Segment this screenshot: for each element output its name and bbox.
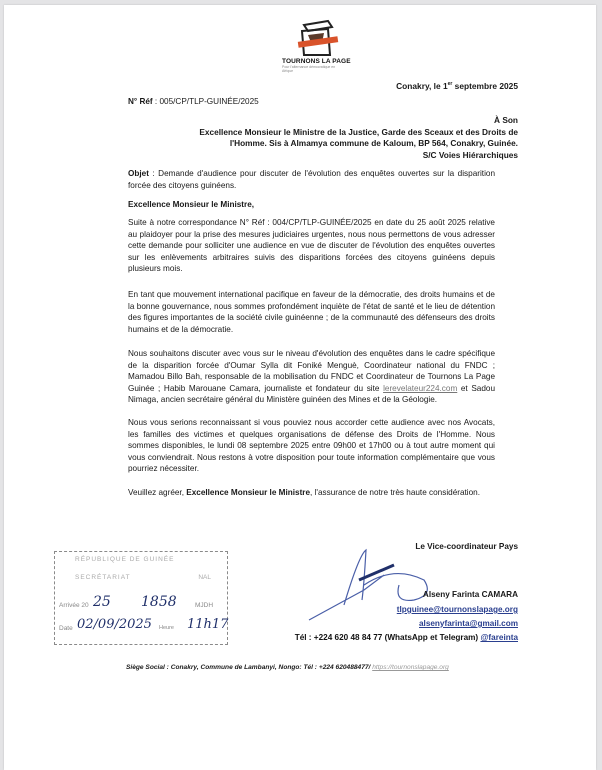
recipient-line: l'Homme. Sis à Almamya commune de Kaloum, BP 564, Conakry, Guinée.: [229, 138, 518, 148]
phone-text: Tél : +224 620 48 84 77 (WhatsApp et Telegram): [294, 633, 481, 642]
reference-number: [128, 97, 259, 106]
paragraph-4: Nous vous serions reconnaissant si vous pouviez nous accorder cette audience avec nos Avocats, les familles des victimes et quelques organisations de défense des Droits de l'Homme. Nous sommes disponibles, le lundi 08 septembre 2025 entre 09h00 et 17h00 ou à tout autre moment qui vous conviendrait. Nous restons à votre disposition pour toute information complémentaire que vous pourriez nécessiter.: [128, 418, 495, 474]
closing-text: Veuillez agréer,: [128, 488, 187, 497]
ref-label: N° Réf: [128, 97, 153, 106]
salutation: Excellence Monsieur le Ministre,: [128, 200, 255, 209]
stamp-number: 1858: [141, 594, 177, 610]
p3-text: Nous souhaitons discuter avec vous sur le niveau d'évolution des enquêtes dans le cadre spécifique de la disparition forcée d'Oumar Sylla dit Foniké Menguè, Coordinateur national du FNDC ; Mamadou Billo Bah, responsable de la mobilisation du FNDC et Coordinateur de Tournons La Page Guinée ; Habib Marouane Camara, journaliste et fondateur du site: [128, 349, 495, 393]
site-link[interactable]: lerevelateur224.com: [383, 383, 458, 393]
org-name: TOURNONS LA PAGE: [282, 58, 351, 65]
stamp-line: SECRÉTARIAT: [75, 574, 131, 581]
stamp-hour: 11h17: [187, 617, 229, 632]
p3-text-end: et Sadou Nimaga, ancien secrétaire général du Ministère guinéen des Mines et de la Géologie.: [128, 383, 495, 405]
stamp-date: 02/09/2025: [77, 617, 152, 632]
footer-url-link[interactable]: https://tournonslapage.org: [372, 664, 449, 671]
recipient-line: À Son: [494, 115, 518, 125]
org-tagline: Pour l'alternance démocratique en Afrique: [282, 65, 336, 73]
stamp-hour-label: Heure: [159, 625, 174, 631]
closing-bold: Excellence Monsieur le Ministre: [186, 488, 311, 497]
recipient-block: [118, 115, 518, 161]
paragraph-3: [128, 348, 495, 406]
closing-text-end: , l'assurance de notre très haute considération.: [310, 488, 481, 497]
paragraph-2: En tant que mouvement international pacifique en faveur de la démocratie, des droits humains et de la bonne gouvernance, nous sommes profondément inquiète de l'état de santé et le lieu de détention des figures importantes de la société civile guinéenne ; de la communauté des défenseurs des droits humains et de la démocratie.: [128, 290, 495, 334]
email-link-org[interactable]: tlpguinee@tournonslapage.org: [396, 605, 518, 614]
footer-text: Siège Social : Conakry, Commune de Lambanyi, Nongo: Tél : +224 620488477/: [126, 664, 373, 671]
signatory-name: Alseny Farinta CAMARA: [422, 590, 518, 599]
closing-paragraph: [128, 487, 495, 499]
signatory-phone: [295, 633, 518, 642]
object-text: : Demande d'audience pour discuter de l'évolution des enquêtes ouvertes sur la disparition forcée des citoyens guinéens.: [128, 169, 495, 190]
social-handle-link[interactable]: @fareinta: [480, 633, 518, 642]
stamp-date-label: Date: [59, 625, 73, 632]
recipient-line: S/C Voies Hiérarchiques: [422, 149, 518, 160]
paragraph-1: Suite à notre correspondance N° Réf : 004/CP/TLP-GUINÉE/2025 en date du 25 août 2025 relative au plaidoyer pour la prise des mesures judiciaires urgentes, nous nous permettons de vous adresser cette demande pour solliciter une audience en vue de discuter de l'évolution des enquêtes ouvertes sur les enlèvements arbitraires suivis des disparitions forcées des citoyens guinéens depuis plusieurs mois.: [128, 218, 495, 274]
letter-page: [4, 5, 596, 770]
footer-address: [126, 664, 449, 671]
signatory-title: Le Vice-coordinateur Pays: [415, 542, 518, 551]
stamp-line: NAL: [198, 574, 211, 581]
ref-value: : 005/CP/TLP-GUINÉE/2025: [152, 97, 259, 106]
stamp-arrival-label: Arrivée 20: [59, 602, 89, 609]
email-link-personal[interactable]: alsenyfarinta@gmail.com: [419, 619, 518, 628]
object-line: [128, 168, 495, 191]
date-suffix: septembre 2025: [452, 81, 518, 91]
date-sup: er: [447, 81, 453, 88]
object-label: Objet: [128, 169, 149, 178]
letterhead-logo: [282, 17, 352, 73]
stamp-arrival-year: 25: [93, 594, 111, 610]
ballot-box-icon: [294, 17, 340, 57]
stamp-line: RÉPUBLIQUE DE GUINÉE: [75, 556, 175, 563]
reception-stamp: [54, 551, 228, 645]
letter-date: [396, 81, 518, 91]
recipient-line: Excellence Monsieur le Ministre de la Justice, Garde des Sceaux et des Droits de: [199, 126, 518, 137]
stamp-office: MJDH: [195, 602, 214, 609]
date-prefix: Conakry, le 1: [396, 81, 448, 91]
